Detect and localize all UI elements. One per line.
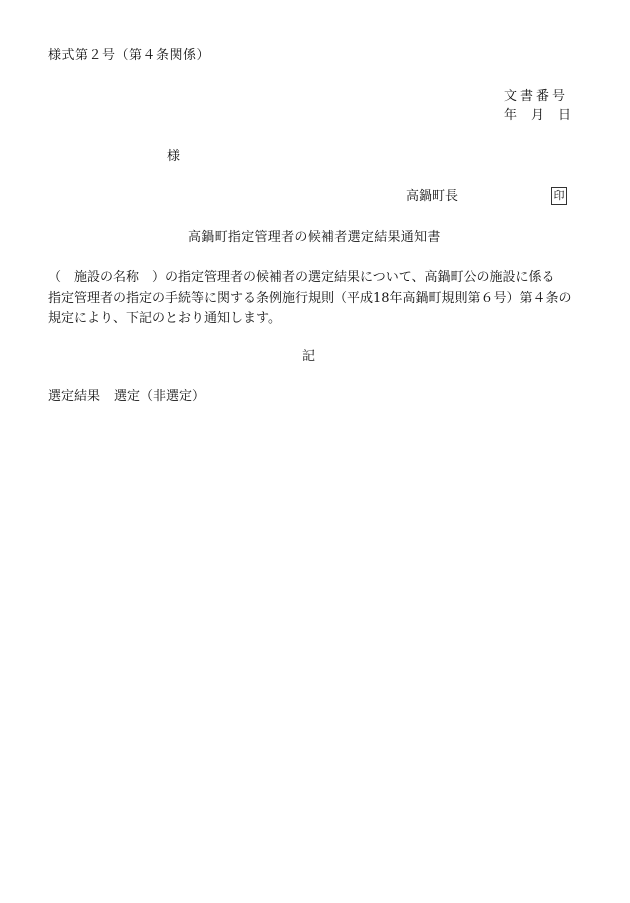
body-line: （ 施設の名称 ）の指定管理者の候補者の選定結果について、高鍋町公の施設に係る (48, 270, 555, 285)
body-line: 規定により、下記のとおり通知します。 (48, 311, 281, 326)
form-number: 様式第２号（第４条関係） (48, 48, 211, 63)
seal-stamp-box: 印 (551, 187, 567, 205)
document-number-label: 文書番号 (504, 89, 569, 104)
body-line: 指定管理者の指定の手続等に関する条例施行規則（平成18年高鍋町規則第６号）第４条の (48, 290, 572, 306)
body-paragraph (48, 268, 588, 330)
date-line: 年 月 日 (504, 108, 572, 123)
selection-result-value: 選定（非選定） (114, 389, 206, 404)
document-title: 高鍋町指定管理者の候補者選定結果通知書 (188, 230, 441, 245)
selection-result-row (48, 389, 205, 405)
ki-heading: 記 (302, 349, 316, 364)
selection-result-label: 選定結果 (48, 389, 101, 404)
addressee-suffix: 様 (167, 149, 181, 164)
sender-title: 高鍋町長 (406, 189, 459, 204)
